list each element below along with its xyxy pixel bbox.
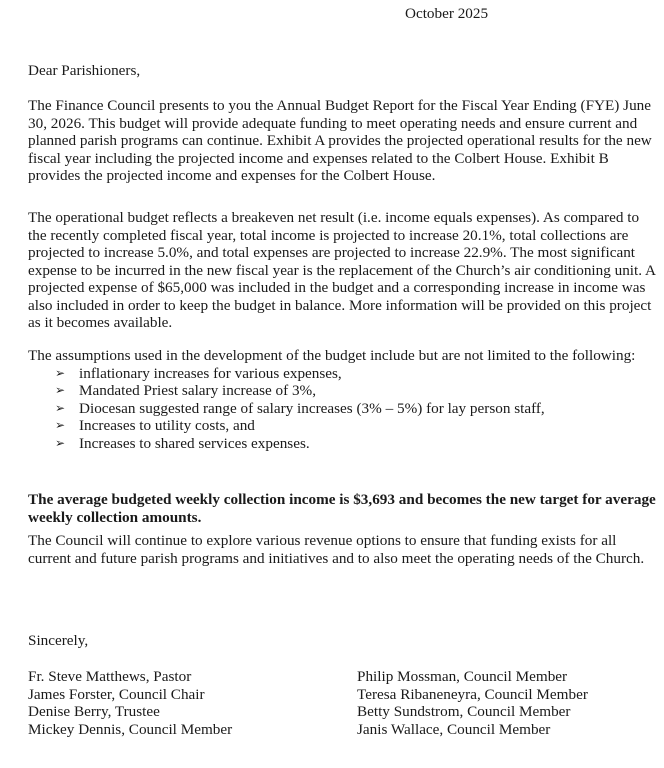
assumptions-intro: The assumptions used in the development of the budget include but are not limited to the following: — [28, 347, 636, 364]
assumption-text: Diocesan suggested range of salary increases (3% – 5%) for lay person staff, — [79, 399, 545, 417]
signatory: James Forster, Council Chair — [28, 685, 205, 703]
closing: Sincerely, — [28, 632, 89, 649]
signatory: Denise Berry, Trustee — [28, 703, 160, 720]
signatory: Janis Wallace, Council Member — [357, 720, 551, 738]
assumption-item — [28, 365, 658, 383]
weekly-collection-note: The average budgeted weekly collection income is $3,693 and becomes the new target for average weekly collection amounts. — [28, 491, 656, 526]
operational-budget-paragraph: The operational budget reflects a breakeven net result (i.e. income equals expenses). As compared to the recently completed fiscal year, total income is projected to increase 20.1%, total collections are projected to increase 5.0%, and total expenses are projected to increase 22.9%. The most significant expense to be incurred in the new fiscal year is the replacement of the Church’s air conditioning unit. A projected expense of $65,000 was included in the budget and a corresponding increase in income was also included in order to keep the budget in balance. More information will be provided on this project as it becomes available. — [28, 209, 656, 331]
signatory: Teresa Ribaneneyra, Council Member — [357, 685, 588, 703]
arrow-bullet-icon: ➢ — [55, 435, 66, 450]
assumption-item — [28, 435, 658, 453]
salutation: Dear Parishioners, — [28, 62, 141, 79]
assumptions-list — [28, 365, 658, 453]
assumption-text: Mandated Priest salary increase of 3%, — [79, 382, 317, 399]
assumption-text: Increases to utility costs, and — [79, 417, 255, 434]
intro-paragraph: The Finance Council presents to you the Annual Budget Report for the Fiscal Year Ending (FYE) June 30, 2026. This budget will provide adequate funding to meet operating needs and ensure current and planned parish programs can continue. Exhibit A provides the projected operational results for the new fiscal year including the projected income and expenses related to the Colbert House. Exhibit B provides the projected income and expenses for the Colbert House. — [28, 97, 652, 184]
assumptions-section — [28, 347, 658, 452]
arrow-bullet-icon: ➢ — [55, 418, 66, 432]
assumption-item — [28, 382, 658, 400]
assumption-item — [28, 400, 658, 418]
signatory: Fr. Steve Matthews, Pastor — [28, 668, 192, 685]
arrow-bullet-icon: ➢ — [55, 365, 66, 380]
signatories-right — [357, 668, 588, 738]
council-closing-paragraph: The Council will continue to explore various revenue options to ensure that funding exists for all current and future parish programs and initiatives and to also meet the operating needs of the Church. — [28, 532, 645, 567]
signatories-left — [28, 668, 232, 738]
letter-date: October 2025 — [405, 5, 489, 22]
signatory: Betty Sundstrom, Council Member — [357, 703, 571, 720]
signatory: Mickey Dennis, Council Member — [28, 720, 233, 738]
assumption-text: inflationary increases for various expenses, — [79, 364, 342, 382]
signatory: Philip Mossman, Council Member — [357, 668, 568, 685]
assumption-text: Increases to shared services expenses. — [79, 434, 310, 452]
assumption-item — [28, 417, 658, 435]
arrow-bullet-icon: ➢ — [55, 383, 66, 397]
arrow-bullet-icon: ➢ — [55, 400, 66, 415]
